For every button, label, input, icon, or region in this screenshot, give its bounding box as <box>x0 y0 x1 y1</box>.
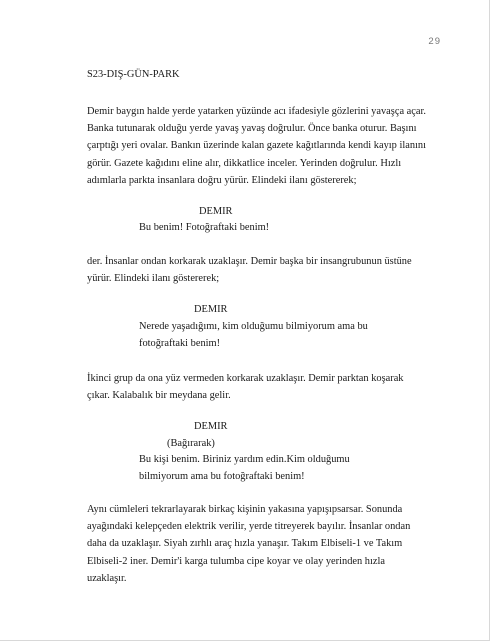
page-number: 29 <box>428 36 441 47</box>
dialogue-2: Nerede yaşadığımı, kim olduğumu bilmiyorum ama bu fotoğraftaki benim! <box>139 321 368 350</box>
dialogue-3: Bu kişi benim. Biriniz yardım edin.Kim olduğumu bilmiyorum ama bu fotoğraftaki benim! <box>139 454 350 483</box>
character-name-2: DEMIR <box>194 304 228 315</box>
action-paragraph-4: Aynı cümleleri tekrarlayarak birkaç kişinin yakasına yapışıpsarsar. Sonunda ayağındaki kelepçeden elektrik verilir, yerde titreyerek bayılır. İnsanlar ondan daha da uzaklaşır. Siyah zırhlı araç hızla yanaşır. Takım Elbiseli-1 ve Takım Elbiseli-2 iner. Demir'i karga tulumba cipe koyar ve olay yerinden hızla uzaklaşır. <box>87 504 411 584</box>
character-name-3: DEMIR <box>194 421 228 432</box>
action-paragraph-1: Demir baygın halde yerde yatarken yüzünde acı ifadesiyle gözlerini yavaşça açar. Banka tutunarak olduğu yerde yavaş yavaş doğrulur. Önce banka oturur. Başını çarptığı yeri ovalar. Bankın üzerinde kalan gazete kağıtlarında kendi kayıp ilanını görür. Gazete kağıdını eline alır, dikkatlice inceler. Yerinden doğrulur. Hızlı adımlarla parkta insanlara doğru yürür. Elindeki ilanı göstererek; <box>87 106 427 186</box>
action-paragraph-2: der. İnsanlar ondan korkarak uzaklaşır. Demir başka bir insangrubunun üstüne yürür. Elindeki ilanı göstererek; <box>87 256 412 285</box>
scene-heading: S23-DIŞ-GÜN-PARK <box>87 69 180 80</box>
character-name-1: DEMIR <box>199 206 233 217</box>
dialogue-1: Bu benim! Fotoğraftaki benim! <box>139 222 270 233</box>
parenthetical-3: (Bağırarak) <box>167 438 215 449</box>
action-paragraph-3: İkinci grup da ona yüz vermeden korkarak uzaklaşır. Demir parktan koşarak çıkar. Kalabalık bir meydana gelir. <box>87 373 404 402</box>
